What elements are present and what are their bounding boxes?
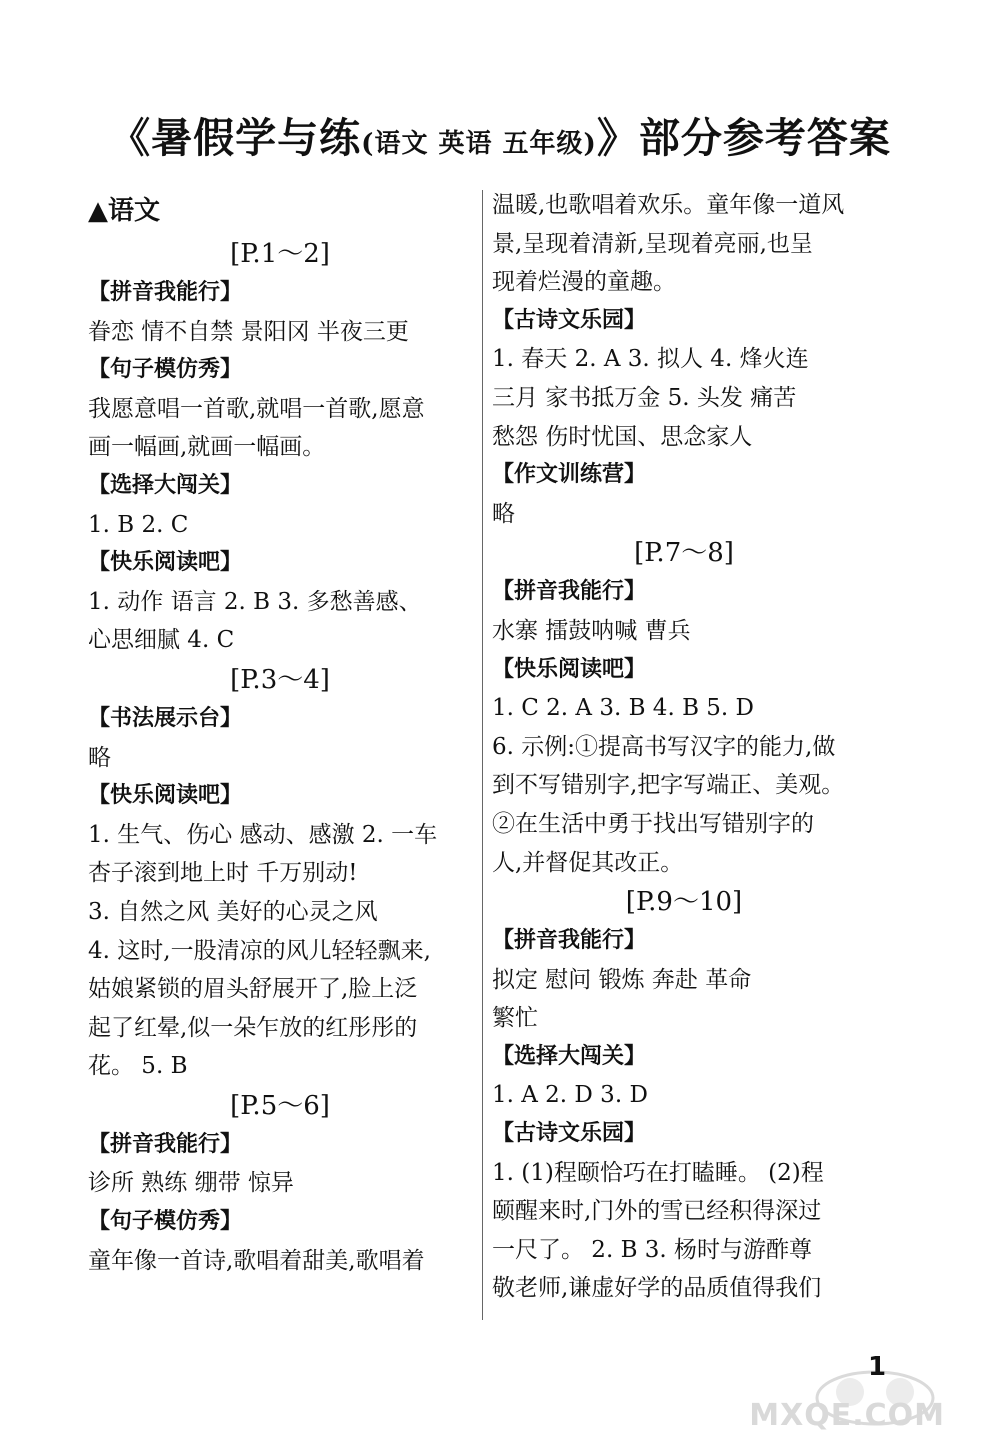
answer-line: 我愿意唱一首歌,就唱一首歌,愿意 xyxy=(88,395,425,422)
answer-line: 1. 春天 2. A 3. 拟人 4. 烽火连 xyxy=(492,346,809,373)
answer-line: 愁怨 伤时忧国、思念家人 xyxy=(492,423,753,450)
answer-line: 诊所 熟练 绷带 惊异 xyxy=(88,1170,294,1197)
answer-line: 1. B 2. C xyxy=(88,511,189,538)
answer-line: 人,并督促其改正。 xyxy=(492,849,684,876)
answer-line: 一尺了。 2. B 3. 杨时与游酢尊 xyxy=(492,1236,813,1263)
answer-heading: 【句子模仿秀】 xyxy=(88,1209,243,1235)
answer-heading: 【快乐阅读吧】 xyxy=(492,656,647,682)
page-number: 1 xyxy=(868,1352,887,1382)
answer-heading: 【古诗文乐园】 xyxy=(492,307,647,333)
answer-line: 6. 示例:①提高书写汉字的能力,做 xyxy=(492,733,836,760)
left-column xyxy=(88,188,472,1280)
right-column xyxy=(492,186,876,1308)
answer-heading: 【句子模仿秀】 xyxy=(88,357,243,383)
answer-line: 花。 5. B xyxy=(88,1053,188,1080)
answer-line: 1. C 2. A 3. B 4. B 5. D xyxy=(492,695,754,722)
answer-line: 略 xyxy=(492,500,515,527)
page-range-label: [P.5～6] xyxy=(230,1090,330,1121)
title-main-end: 》部分参考答案 xyxy=(596,114,891,162)
answer-heading: 【快乐阅读吧】 xyxy=(88,783,243,809)
answer-line: 1. 生气、伤心 感动、感激 2. 一车 xyxy=(88,821,438,848)
answer-heading: 【拼音我能行】 xyxy=(492,579,647,605)
title-main-start: 《暑假学与练 xyxy=(109,114,362,162)
answer-line: 拟定 慰问 锻炼 奔赴 革命 xyxy=(492,966,752,993)
answer-heading: 【拼音我能行】 xyxy=(492,928,647,954)
page-range-label: [P.1～2] xyxy=(230,239,330,269)
answer-heading: 【选择大闯关】 xyxy=(88,472,243,498)
answer-heading: 【快乐阅读吧】 xyxy=(88,550,243,576)
answer-line: 1. (1)程颐恰巧在打瞌睡。 (2)程 xyxy=(492,1159,824,1186)
answer-line: 三月 家书抵万金 5. 头发 痛苦 xyxy=(492,384,797,411)
column-divider xyxy=(482,190,483,1320)
answer-heading: 【拼音我能行】 xyxy=(88,280,243,305)
answer-line: 1. 动作 语言 2. B 3. 多愁善感、 xyxy=(88,588,422,615)
answer-line: 姑娘紧锁的眉头舒展开了,脸上泛 xyxy=(88,976,418,1003)
answer-line: 童年像一首诗,歌唱着甜美,歌唱着 xyxy=(88,1247,425,1274)
watermark-site-text: MXQE.COM xyxy=(749,1398,945,1433)
answer-line: 繁忙 xyxy=(492,1005,538,1032)
answer-line: 水寨 擂鼓呐喊 曹兵 xyxy=(492,617,691,644)
answer-line: 到不写错别字,把字写端正、美观。 xyxy=(492,772,845,799)
answer-line: 颐醒来时,门外的雪已经积得深过 xyxy=(492,1198,822,1225)
answer-line: 起了红晕,似一朵乍放的红彤彤的 xyxy=(88,1014,418,1041)
answer-line: 心思细腻 4. C xyxy=(88,627,235,654)
page-range-label: [P.3～4] xyxy=(230,664,330,695)
answer-line: ②在生活中勇于找出写错别字的 xyxy=(492,810,814,837)
answer-line: 敬老师,谦虚好学的品质值得我们 xyxy=(492,1275,822,1302)
answer-line: 景,呈现着清新,呈现着亮丽,也呈 xyxy=(492,230,813,257)
answer-line: 画一幅画,就画一幅画。 xyxy=(88,434,326,461)
answer-heading: 【古诗文乐园】 xyxy=(492,1121,647,1147)
page-range-label: [P.9～10] xyxy=(625,887,743,918)
page-range-label: [P.7～8] xyxy=(634,538,734,569)
answer-line: 眷恋 情不自禁 景阳冈 半夜三更 xyxy=(88,318,409,345)
answer-heading: 【书法展示台】 xyxy=(88,705,243,731)
answer-heading: 【作文训练营】 xyxy=(492,462,647,488)
answer-line: 3. 自然之风 美好的心灵之风 xyxy=(88,898,378,925)
section-title: ▲语文 xyxy=(88,196,160,226)
answer-line: 现着烂漫的童趣。 xyxy=(492,269,676,296)
answer-heading: 【选择大闯关】 xyxy=(492,1043,647,1069)
answer-line: 1. A 2. D 3. D xyxy=(492,1082,648,1109)
page-title xyxy=(0,105,1000,164)
answer-line: 温暖,也歌唱着欢乐。童年像一道风 xyxy=(492,192,845,218)
answer-line: 4. 这时,一股清凉的风儿轻轻飘来, xyxy=(88,937,431,964)
answer-line: 略 xyxy=(88,744,111,771)
answer-line: 杏子滚到地上时 千万别动! xyxy=(88,860,358,887)
title-subtitle: (语文 英语 五年级) xyxy=(361,129,597,159)
answer-heading: 【拼音我能行】 xyxy=(88,1131,243,1157)
